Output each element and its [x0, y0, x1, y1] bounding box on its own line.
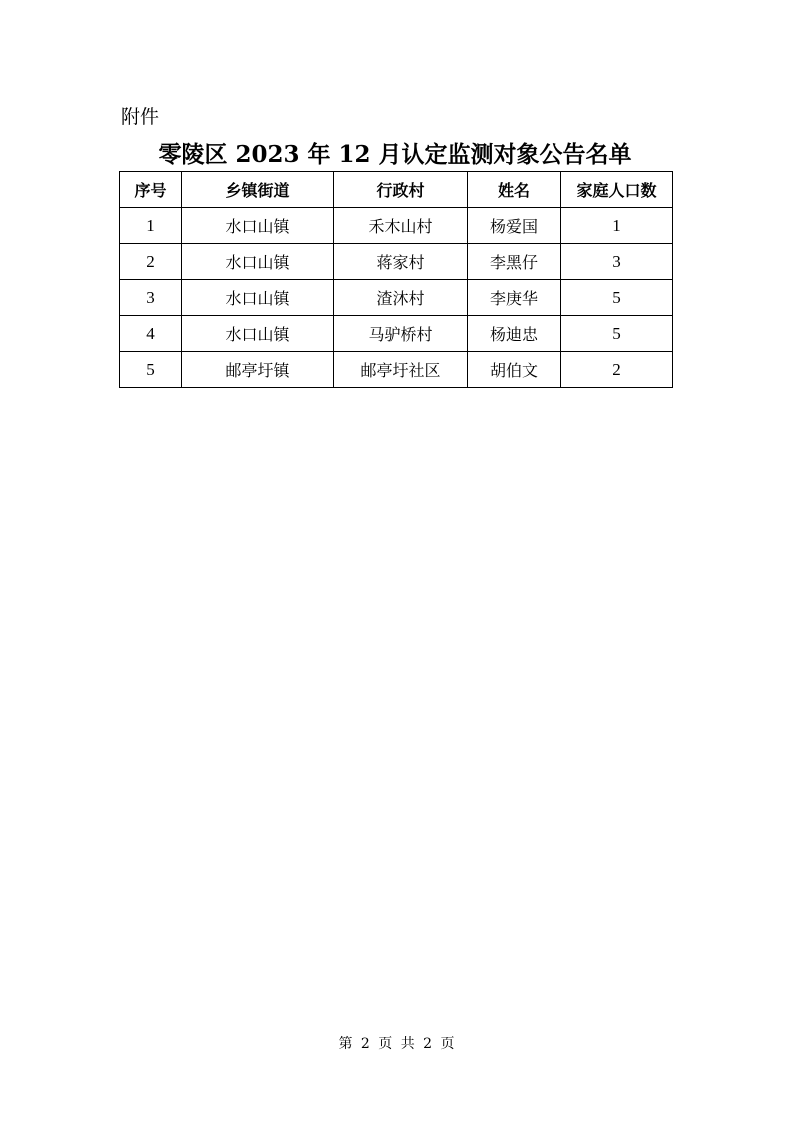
cell-name: 杨迪忠	[468, 316, 561, 352]
cell-town: 水口山镇	[182, 280, 334, 316]
cell-village: 禾木山村	[334, 208, 468, 244]
cell-village: 邮亭圩社区	[334, 352, 468, 388]
column-header-index: 序号	[120, 172, 182, 208]
table-row	[120, 280, 673, 316]
column-header-town: 乡镇街道	[182, 172, 334, 208]
cell-name: 李黑仔	[468, 244, 561, 280]
cell-index: 2	[120, 244, 182, 280]
cell-household-size: 1	[561, 208, 673, 244]
table-row	[120, 208, 673, 244]
page-number-footer: 第 2 页 共 2 页	[338, 1036, 455, 1052]
table-row	[120, 352, 673, 388]
cell-index: 1	[120, 208, 182, 244]
cell-town: 水口山镇	[182, 316, 334, 352]
cell-town: 邮亭圩镇	[182, 352, 334, 388]
cell-index: 4	[120, 316, 182, 352]
cell-household-size: 5	[561, 280, 673, 316]
cell-index: 3	[120, 280, 182, 316]
cell-name: 李庚华	[468, 280, 561, 316]
cell-village: 蒋家村	[334, 244, 468, 280]
cell-name: 胡伯文	[468, 352, 561, 388]
column-header-household-size: 家庭人口数	[561, 172, 673, 208]
column-header-name: 姓名	[468, 172, 561, 208]
attachment-label: 附件	[121, 106, 160, 128]
monitoring-roster-table	[119, 171, 673, 388]
cell-village: 渣沐村	[334, 280, 468, 316]
cell-household-size: 2	[561, 352, 673, 388]
document-title: 零陵区 2023 年 12 月认定监测对象公告名单	[158, 141, 632, 168]
cell-index: 5	[120, 352, 182, 388]
cell-name: 杨爱国	[468, 208, 561, 244]
column-header-village: 行政村	[334, 172, 468, 208]
cell-household-size: 5	[561, 316, 673, 352]
table-header-row	[120, 172, 673, 208]
cell-household-size: 3	[561, 244, 673, 280]
cell-village: 马驴桥村	[334, 316, 468, 352]
cell-town: 水口山镇	[182, 244, 334, 280]
cell-town: 水口山镇	[182, 208, 334, 244]
table-row	[120, 316, 673, 352]
table-row	[120, 244, 673, 280]
